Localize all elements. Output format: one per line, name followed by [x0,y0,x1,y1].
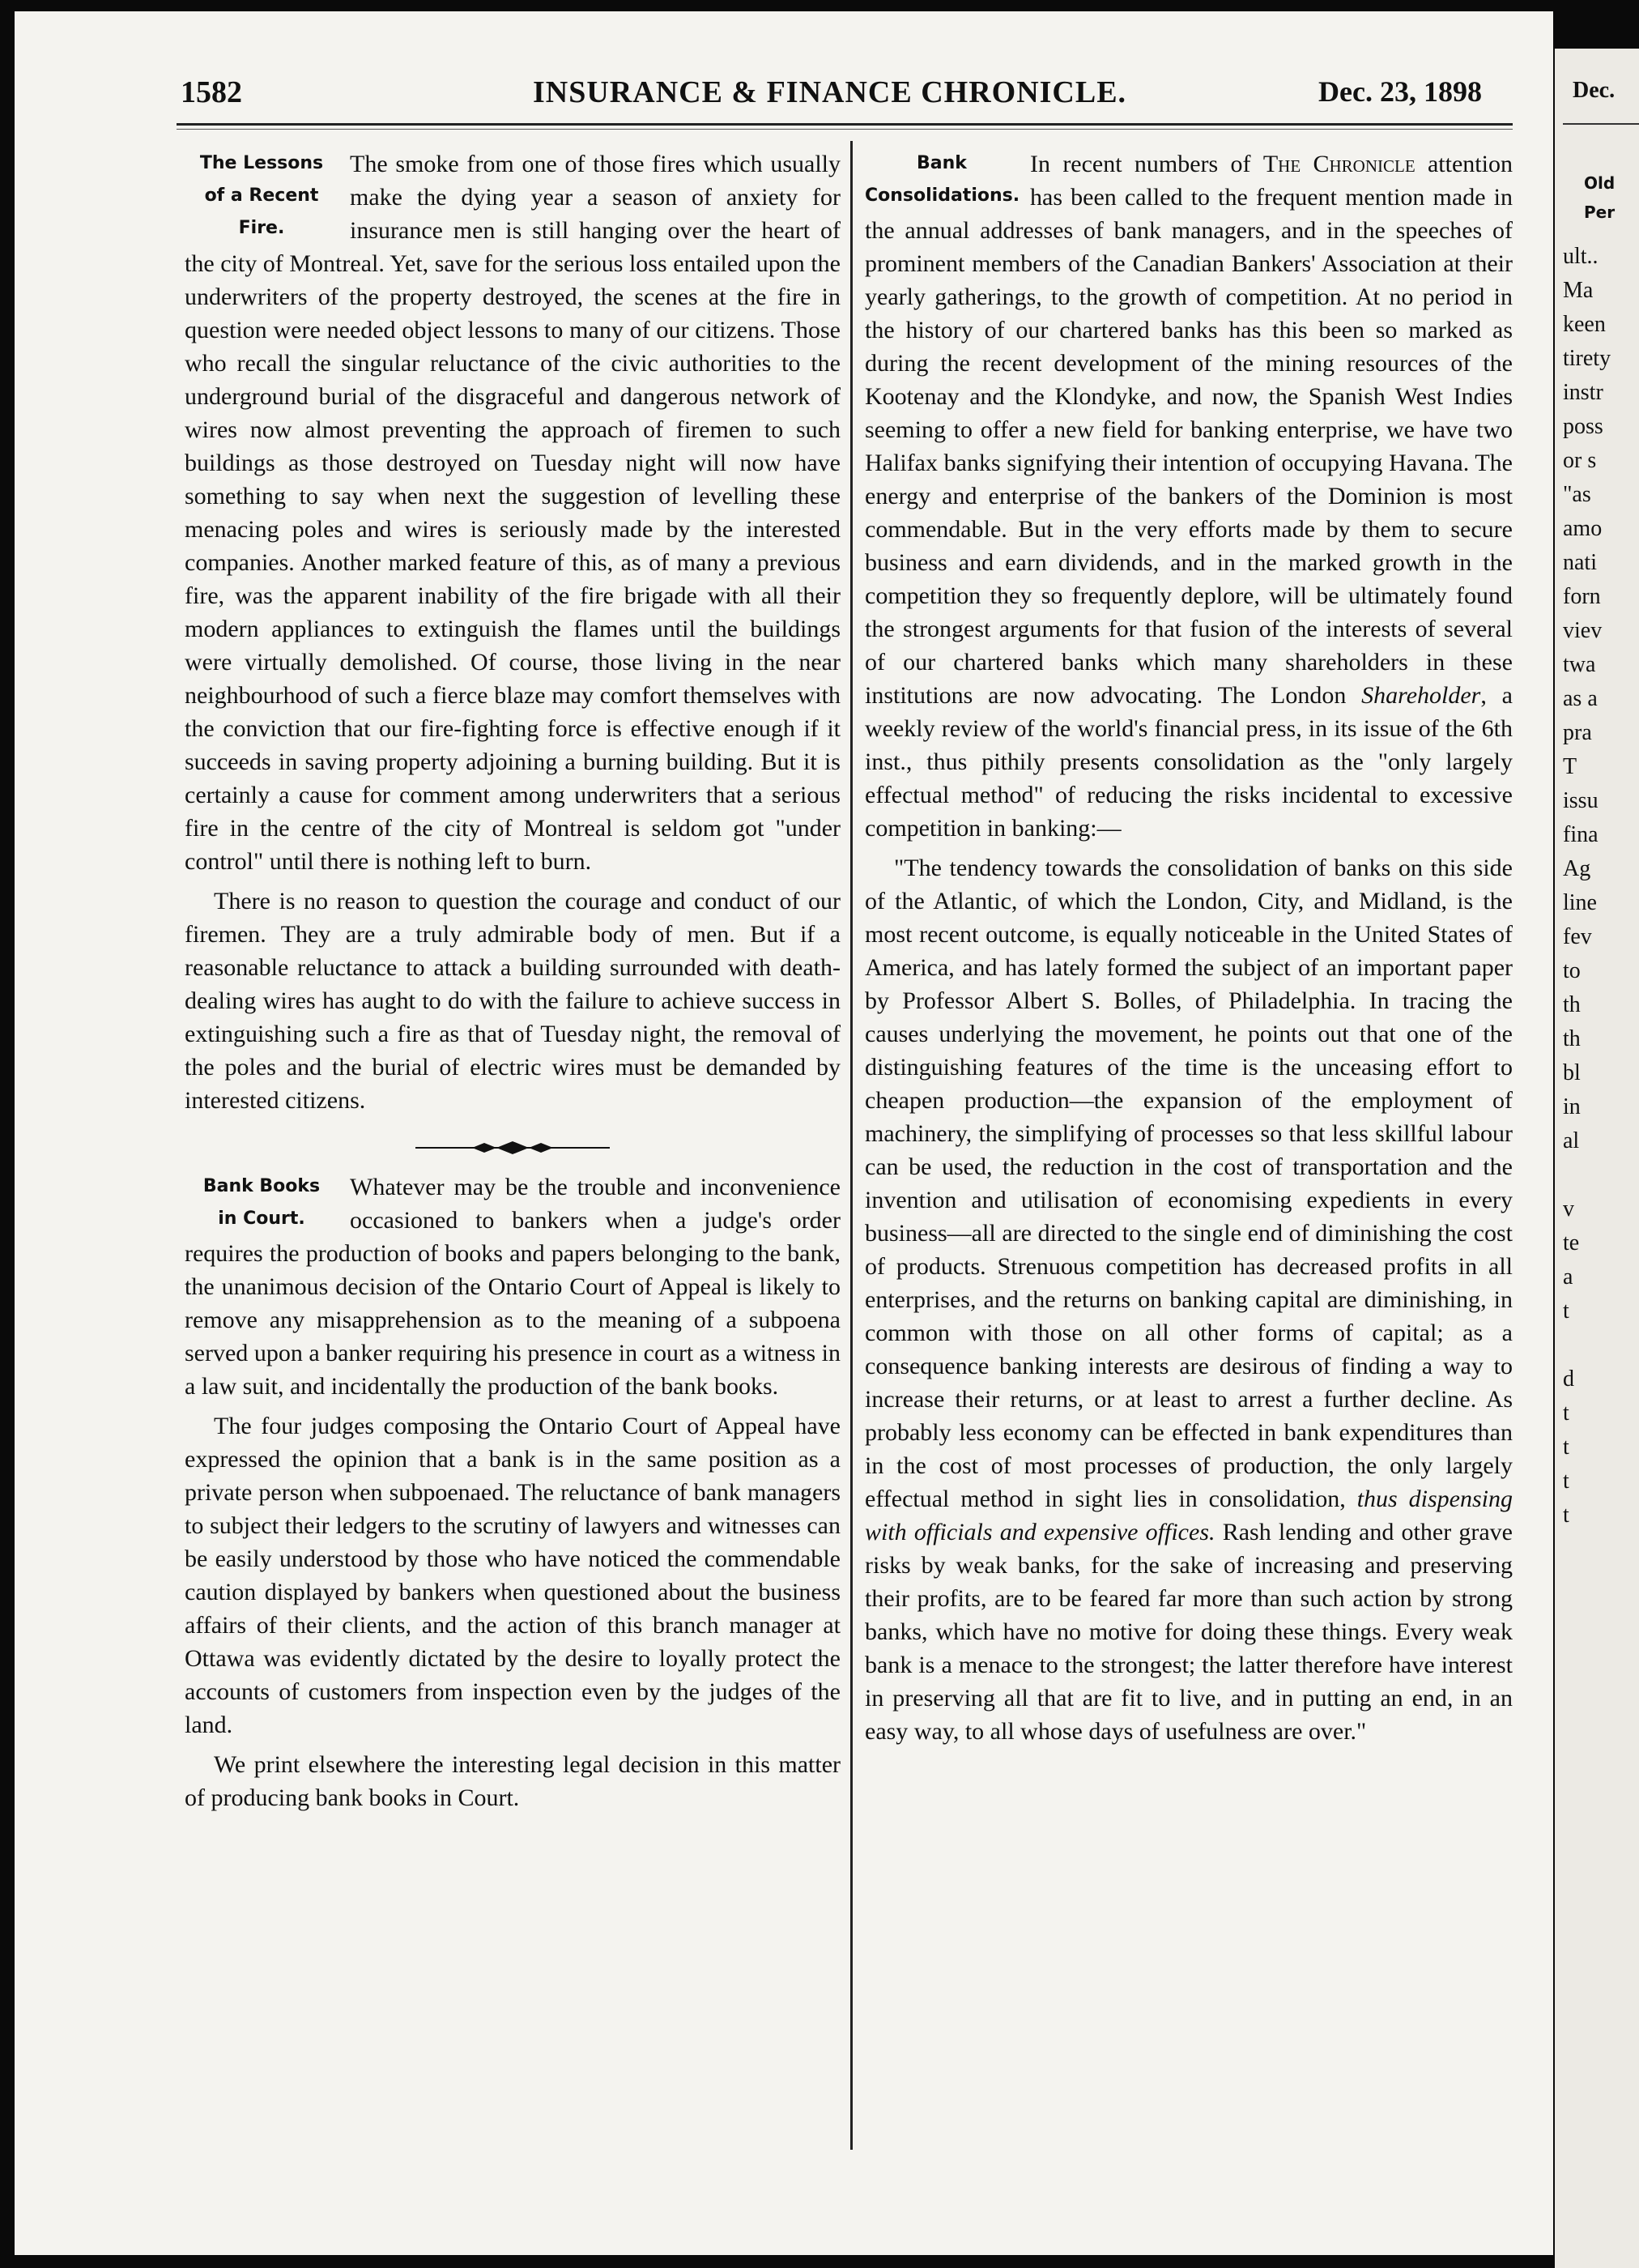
article-paragraph: We print elsewhere the interesting legal decision in this matter of producing bank books in Court. [185,1751,841,1811]
side-heading-lessons-fire [185,147,338,245]
fragment-line: keen [1563,312,1606,337]
fragment-line: t [1563,1503,1569,1528]
issue-date: Dec. 23, 1898 [1318,75,1482,108]
fragment-line: amo [1563,516,1603,541]
side-heading-line: Fire. [238,218,285,238]
article-paragraph: The smoke from one of those fires which usually make the dying year a season of anxiety for insurance men is still hanging over the heart of the city of Montreal. Yet, save for the serious loss entailed upon the underwriters of the property destroyed, the scenes at the fire in question were needed object lessons to many of our citizens. Those who recall the singular reluctance of the civic authorities to the underground burial of the disgraceful and dangerous network of wires now almost preventing the approach of firemen to such buildings as those destroyed on Tuesday night will now have something to say when next the suggestion of levelling these menacing poles and wires is seriously made by the interested companies. Another marked feature of this, as of many a previous fire, was the apparent inability of the fire brigade with all their modern appliances to extinguish the flames until the buildings were virtually demolished. Of course, those living in the near neighbourhood of such a fierce blaze may comfort themselves with the conviction that our fire-fighting force is effective enough if it succeeds in saving property adjoining a burning building. But it is certainly a cause for comment among underwriters that a serious fire in the centre of the city of Montreal is seldom got "under control" until there is nothing left to burn. [185,151,841,875]
fragment-line: T [1563,754,1577,779]
fragment-line: issu [1563,788,1599,813]
header-rule [177,123,1513,126]
text-run: In recent numbers of [1030,151,1263,177]
page [15,11,1553,2255]
page-header [15,60,1553,125]
publication-name: The Chronicle [1262,151,1416,177]
publication-title: INSURANCE & FINANCE CHRONICLE. [533,75,1127,109]
fragment-line: th [1563,992,1581,1017]
fragment-line: forn [1563,584,1601,609]
side-heading-line: The Lessons [199,153,324,173]
section-ornament [185,1132,841,1148]
text-run: Rash lending and other grave risks by weak banks, for the sake of increasing and preserving their profits, are to be feared far more than such action by strong banks, which have no motive for doing these things. Every weak bank is a menace to the strongest; the latter therefore have interest in preserving all that are fit to live, and in putting an end, in an easy way, to all whose days of usefulness are over." [865,1519,1513,1745]
next-page-side-heading [1584,168,1615,227]
fragment-line: or s [1563,448,1597,473]
text-run: , a weekly review of the world's financial press, in its issue of the 6th inst., thus pithily presents consolidation as the "only largely effectual method" of reducing the risks incidental to excessive competition in banking:— [865,682,1513,842]
fragment-lines [1563,240,1611,1533]
italic-run: thus dispensing with officials and expensive offices. [865,1486,1513,1545]
fragment-line: Ma [1563,278,1594,303]
side-heading-line: Consolidations. [865,185,1020,206]
fragment-line: viev [1563,618,1603,643]
side-heading-line: Bank Books [202,1176,321,1196]
fragment-line: ult.. [1563,244,1599,269]
fragment-line: bl [1563,1060,1581,1085]
fragment-line [1563,1328,1611,1362]
fragment-line: t [1563,1298,1569,1324]
header-rule-thin [177,129,1513,130]
publication-name: Shareholder [1361,682,1481,709]
side-heading-line: Per [1584,202,1616,222]
text-run: attention has been called to the frequent mention made in the annual addresses of bank managers, and in the speeches of prominent members of the Canadian Bankers' Association at their yearly gatherings, to the growth of competition. At no period in the history of our chartered banks has this been so marked as during the recent development of the mining resources of the Kootenay and the Klondyke, and now, the Spanish West Indies seeming to offer a new field for banking enterprise, we have two Halifax banks signifying their intention of occupying Havana. The energy and enterprise of the bankers of the Dominion is most commendable. But in the very efforts made by them to secure business and earn dividends, and in the marked growth in the competition they so frequently deplore, will be ultimately found the strongest arguments for that fusion of the interests of several of our chartered banks which many shareholders in these institutions are now advocating. The London [865,151,1513,709]
side-heading-line: in Court. [218,1209,305,1229]
fragment-line: fina [1563,822,1599,847]
fragment-line: "as [1563,482,1591,507]
ornament-divider-icon [415,1140,610,1156]
left-column [185,147,841,1814]
fragment-line: twa [1563,652,1596,677]
fragment-line: line [1563,890,1597,915]
article-paragraph: There is no reason to question the courage and conduct of our firemen. They are a truly admirable body of men. But if a reasonable reluctance to attack a building surrounded with death-dealing wires has aught to do with the failure to achieve success in extinguishing such a fire as that of Tuesday night, the removal of the poles and the burial of electric wires must be demanded by interested citizens. [185,888,841,1114]
fragment-line [1563,1158,1611,1192]
article-paragraph [865,147,1513,845]
fragment-line: t [1563,1469,1569,1494]
fragment-line: in [1563,1094,1581,1119]
side-heading-line: of a Recent [204,185,319,206]
fragment-line: v [1563,1196,1574,1221]
fragment-line: as a [1563,686,1598,711]
article-paragraph: The four judges composing the Ontario Court of Appeal have expressed the opinion that a bank is in the same position as a private person when subpoenaed. The reluctance of bank managers to subject their ledgers to the scrutiny of lawyers and witnesses can be easily understood by those who have noticed the commendable caution displayed by bankers when questioned about the business affairs of their clients, and the action of this branch manager at Ottawa was evidently dictated by the desire to loyally protect the accounts of customers from inspection even by the judges of the land. [185,1413,841,1738]
fragment-line: nati [1563,550,1597,575]
fragment-line: th [1563,1026,1581,1051]
page-number: 1582 [181,75,242,109]
column-divider [850,141,853,2150]
next-page-fragment [1555,49,1639,2268]
fragment-line: te [1563,1230,1580,1256]
fragment-line: instr [1563,380,1603,405]
next-page-rule [1563,123,1639,125]
fragment-line: a [1563,1264,1573,1290]
next-page-date: Dec. [1573,78,1616,103]
fragment-line: t [1563,1435,1569,1460]
quoted-paragraph [865,851,1513,1748]
fragment-line: al [1563,1128,1580,1153]
fragment-line: fev [1563,924,1592,949]
side-heading-line: Old [1584,173,1616,193]
fragment-line: Ag [1563,856,1591,881]
fragment-line: t [1563,1400,1569,1426]
side-heading-bank-consolidations [865,147,1019,212]
fragment-line: to [1563,958,1581,983]
side-heading-line: Bank [917,153,967,173]
text-run: "The tendency towards the consolidation of banks on this side of the Atlantic, of which the London, City, and Midland, is the most recent outcome, is equally noticeable in the United States of America, and has lately formed the subject of an important paper by Professor Albert S. Bolles, of Philadelphia. In tracing the causes underlying the movement, he points out that one of the distinguishing features of the time is the unceasing effort to cheapen production—the expansion of the employment of machinery, the simplifying of processes so that less skillful labour can be used, the reduction in the cost of transportation and the invention and utilisation of economising expedients in every business—all are directed to the single end of diminishing the cost of products. Strenuous competition has decreased profits in all enterprises, and the returns on banking capital are diminishing, in common with those on all other forms of capital; as a consequence banking interests are desirous of finding a way to increase their returns, or at least to arrest a further decline. As probably less economy can be effected in bank expenditures than in the cost of most processes of production, the only largely effectual method in sight lies in consolidation, [865,855,1513,1512]
fragment-line: pra [1563,720,1592,745]
side-heading-bank-books [185,1170,338,1235]
right-column [865,147,1513,1748]
article-paragraph: Whatever may be the trouble and inconvenience occasioned to bankers when a judge's order requires the production of books and papers belonging to the bank, the unanimous decision of the Ontario Court of Appeal is likely to remove any misapprehension as to the meaning of a subpoena served upon a banker requiring his presence in court as a witness in a law suit, and incidentally the production of the bank books. [185,1174,841,1400]
fragment-line: d [1563,1366,1574,1392]
fragment-line: tirety [1563,346,1611,371]
fragment-line: poss [1563,414,1603,439]
